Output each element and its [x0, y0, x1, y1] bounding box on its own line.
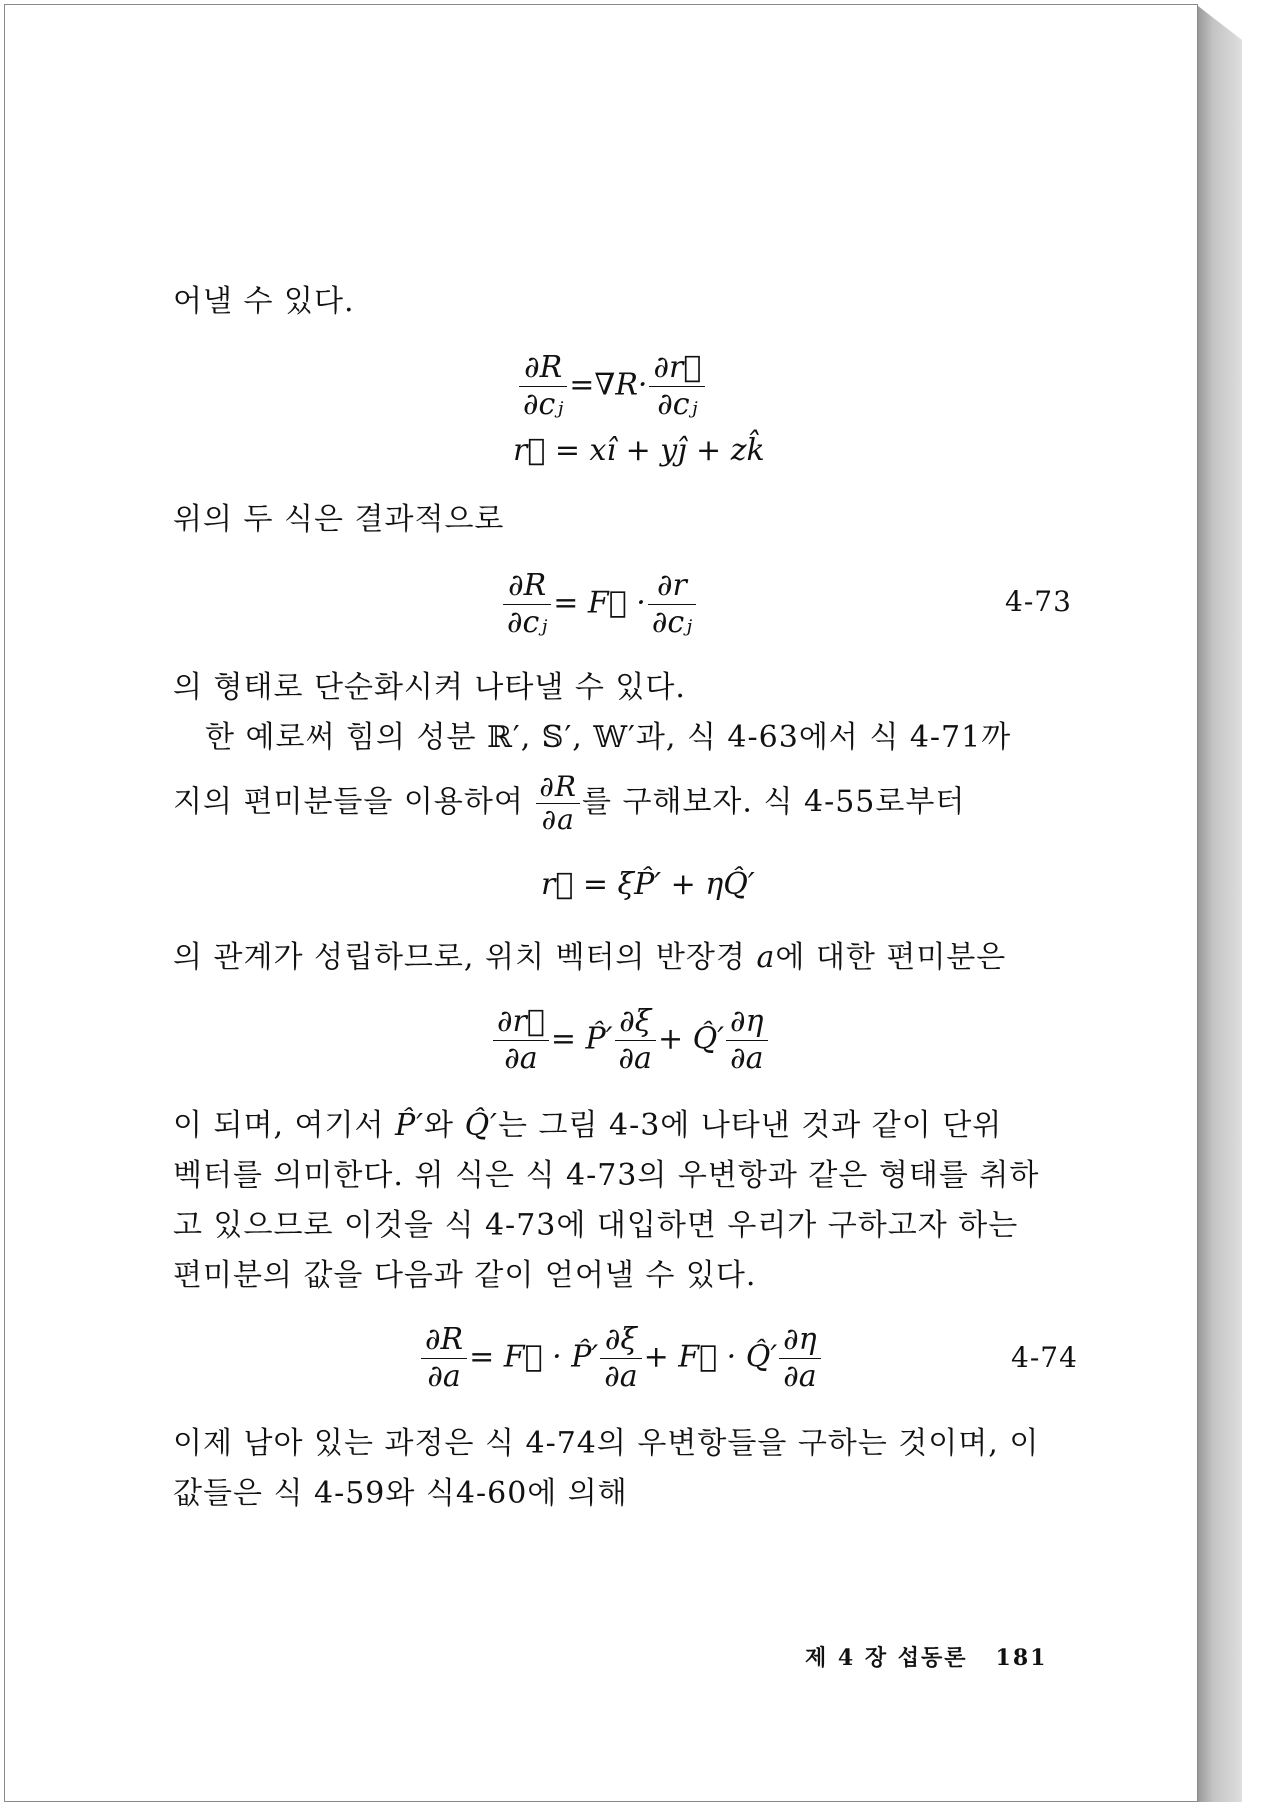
fraction: $\frac{\partial R}{\text{∂cⱼ}}$: [503, 569, 551, 640]
equation-label-4-74: 4-74: [1011, 1341, 1078, 1374]
page-number: 181: [995, 1645, 1048, 1671]
fraction: $\frac{\partial\xi}{\partial a}$: [615, 1005, 656, 1076]
fraction: $\frac{\partial\eta}{\partial a}$: [779, 1323, 821, 1394]
fraction: $\frac{\partial r}{\text{∂cⱼ}}$: [648, 569, 696, 640]
equation-1: $\frac{\partial R}{\text{∂cⱼ}}$ =∇R· $\frac{\partial r⃗}{\text{∂cⱼ}}$: [517, 351, 707, 422]
equation-position-vector: r⃗ = ξP̂′ + ηQ̂′: [541, 867, 755, 902]
paragraph-4: 한 예로써 힘의 성분 ℝ′, 𝕊′, 𝕎′과, 식 4-63에서 식 4-71까: [205, 720, 1012, 755]
paragraph-6: 이 되며, 여기서 P̂′와 Q̂′는 그림 4-3에 나타낸 것과 같이 단위 벡터를 의미한다. 위 식은 식 4-73의 우변항과 같은 형태를 취하 고 있으므로 이것을 식 4-73에 대입하면 우리가 구하고자 하는 편미분의 값을 다음과 같이 얻어낼 수 있다.: [173, 1108, 1040, 1293]
paragraph-7: 이제 남아 있는 과정은 식 4-74의 우변항들을 구하는 것이며, 이 값들은 식 4-59와 식4-60에 의해: [173, 1426, 1040, 1511]
fraction: $\frac{\partial R}{\text{∂cⱼ}}$: [519, 351, 567, 422]
paragraph-1: 어낼 수 있다.: [173, 284, 355, 319]
fraction: $\frac{\partial r⃗}{\text{∂cⱼ}}$: [649, 351, 705, 422]
paragraph-3: 의 형태로 단순화시켜 나타낼 수 있다.: [173, 670, 686, 705]
inline-fraction: $\frac{\partial R}{\partial a}$: [536, 773, 580, 834]
equation-4-73: $\frac{\partial R}{\text{∂cⱼ}}$ = F⃗ · $\frac{\partial r}{\text{∂cⱼ}}$: [501, 569, 698, 640]
book-edge: [1198, 6, 1242, 1802]
paragraph-5: 의 관계가 성립하므로, 위치 벡터의 반장경 a에 대한 편미분은: [173, 940, 1007, 975]
equation-partial-r: $\frac{\partial r⃗}{\partial a}$ = P̂′ $\frac{\partial\xi}{\partial a}$ + Q̂′ $\frac{\partial\eta}{\partial a}$: [491, 1005, 770, 1076]
fraction: $\frac{\partial R}{\partial a}$: [421, 1323, 467, 1394]
fraction: $\frac{\partial\xi}{\partial a}$: [600, 1323, 641, 1394]
fraction: $\frac{\partial\eta}{\partial a}$: [726, 1005, 768, 1076]
chapter-title: 제 4 장 섭동론: [805, 1645, 968, 1671]
page-footer: [805, 1641, 1047, 1672]
paragraph-4-line-2: 지의 편미분들을 이용하여 $\frac{\partial R}{\partial a}$ 를 구해보자. 식 4-55로부터: [173, 770, 966, 836]
equation-2: r⃗ = xî + yĵ + zk̂: [513, 433, 765, 468]
equation-label-4-73: 4-73: [1005, 585, 1072, 618]
book-page: [4, 4, 1198, 1802]
fraction: $\frac{\partial r⃗}{\partial a}$: [493, 1005, 549, 1076]
paragraph-2: 위의 두 식은 결과적으로: [173, 502, 505, 537]
equation-4-74: $\frac{\partial R}{\partial a}$ = F⃗ · P̂′ $\frac{\partial\xi}{\partial a}$ + F⃗ · Q̂′ $\frac{\partial\eta}{\partial a}$: [419, 1323, 823, 1394]
